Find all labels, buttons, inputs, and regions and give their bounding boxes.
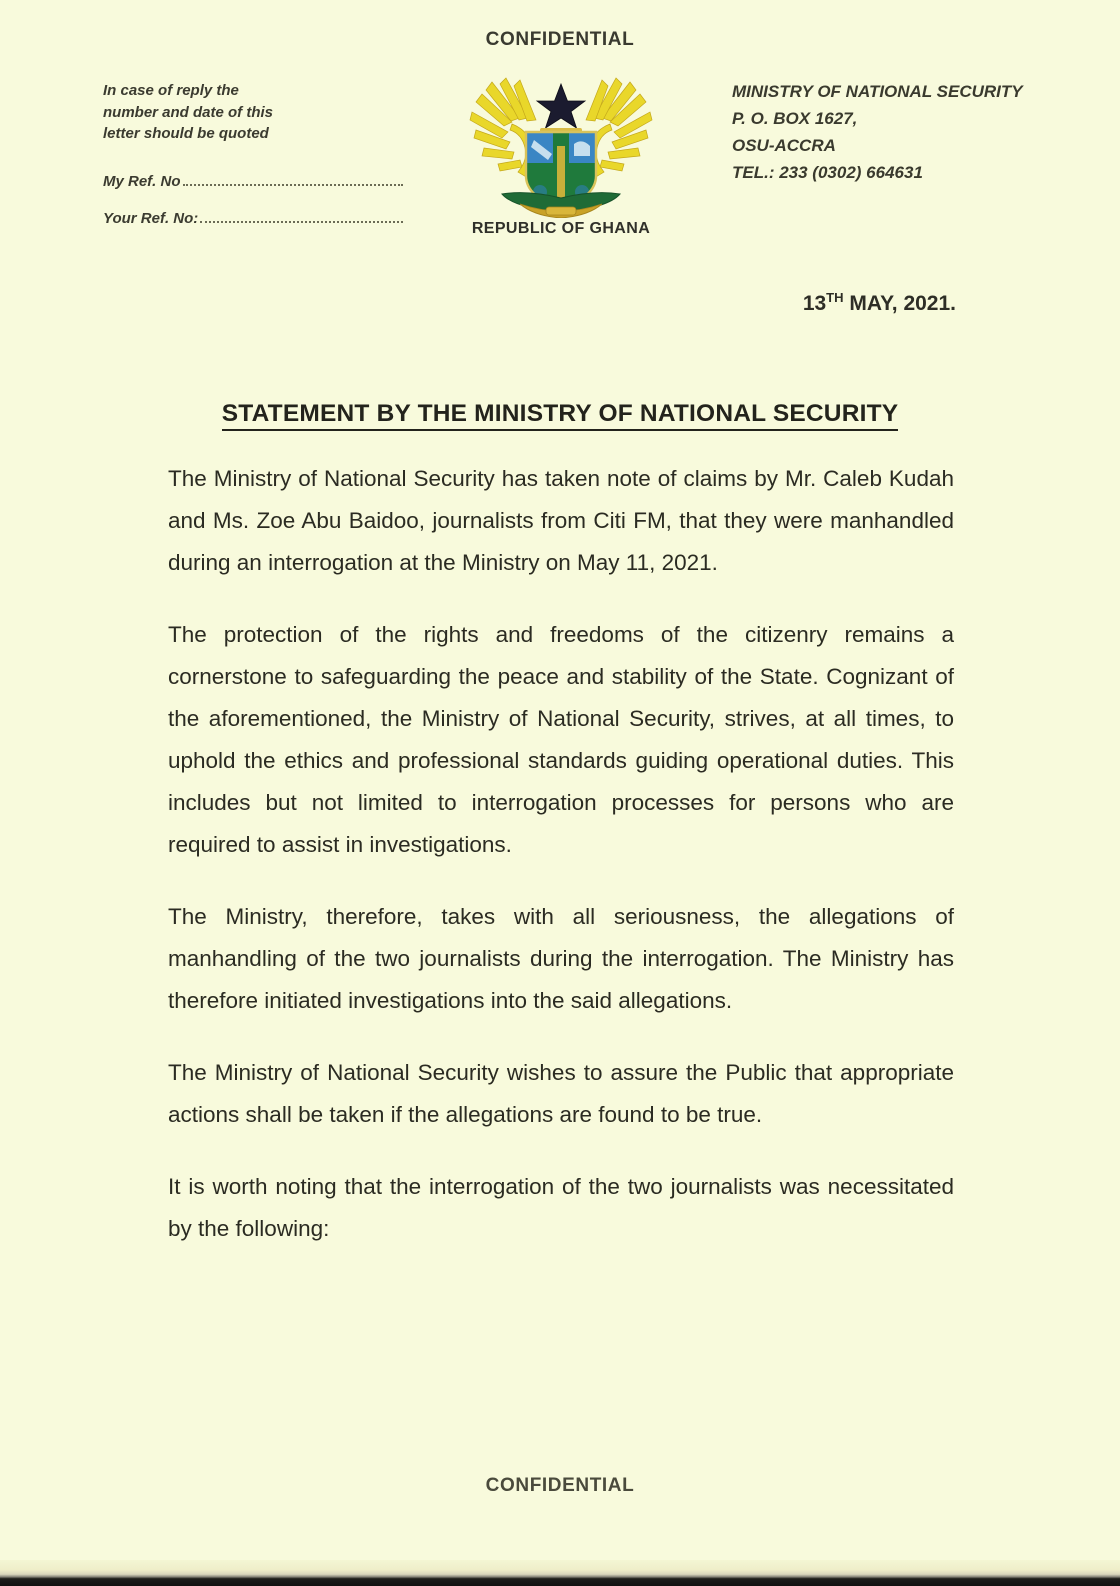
scan-edge-artifact (0, 1560, 1120, 1586)
date-month-year: MAY, 2021. (843, 292, 956, 315)
date-day: 13 (802, 292, 827, 315)
reply-note-line-2: number and date of this (103, 103, 274, 121)
address-line-city: OSU-ACCRA (732, 136, 836, 155)
classification-footer: CONFIDENTIAL (485, 1475, 635, 1496)
emblem-block (466, 68, 656, 238)
date-ordinal-suffix: TH (826, 290, 844, 305)
paragraph-3: The Ministry, therefore, takes with all seriousness, the allegations of manhandling of the two journalists during the interrogation. The Ministry has therefore initiated investigations into the said allegations. (168, 904, 954, 1013)
reference-block (103, 80, 403, 246)
your-ref-dotted-line (200, 210, 403, 223)
reply-note-line-3: letter should be quoted (103, 125, 269, 142)
address-line-ministry: MINISTRY OF NATIONAL SECURITY (732, 82, 1023, 101)
paragraph-4: The Ministry of National Security wishes to assure the Public that appropriate actions shall be taken if the allegations are found to be true. (168, 1060, 954, 1127)
my-ref-dotted-line (183, 173, 403, 186)
my-ref-label: My Ref. No (103, 172, 181, 190)
letter-date (0, 290, 956, 316)
paragraph-1: The Ministry of National Security has taken note of claims by Mr. Caleb Kudah and Ms. Zoe Abu Baidoo, journalists from Citi FM, that they were manhandled during an interrogation at the Ministry on May 11, 2021. (168, 466, 954, 575)
my-ref-field[interactable] (103, 171, 403, 193)
ministry-address-block (732, 78, 1072, 186)
republic-of-ghana-caption: REPUBLIC OF GHANA (471, 220, 651, 237)
paragraph-2: The protection of the rights and freedoms of the citizenry remains a cornerstone to safeguarding the peace and stability of the State. Cognizant of the aforementioned, the Ministry of National Security, strives, at all times, to uphold the ethics and professional standards guiding operational duties. This includes but not limited to interrogation processes for persons who are required to assist in investigations. (168, 622, 954, 857)
your-ref-field[interactable] (103, 208, 403, 230)
page-title-text: STATEMENT BY THE MINISTRY OF NATIONAL SECURITY (222, 400, 899, 431)
paragraph-5: It is worth noting that the interrogation of the two journalists was necessitated by the following: (168, 1174, 954, 1241)
your-ref-label: Your Ref. No: (103, 210, 199, 227)
address-line-pobox: P. O. BOX 1627, (732, 109, 858, 128)
address-line-telephone: TEL.: 233 (0302) 664631 (732, 163, 923, 182)
classification-header: CONFIDENTIAL (485, 29, 635, 50)
reply-instruction-note (103, 80, 303, 145)
statement-body (168, 458, 954, 1250)
ghana-coat-of-arms-icon (468, 68, 654, 218)
reference-fields (103, 171, 403, 230)
letterhead (0, 72, 1120, 252)
reply-note-line-1: In case of reply the (103, 82, 239, 99)
page-title (0, 400, 1120, 428)
